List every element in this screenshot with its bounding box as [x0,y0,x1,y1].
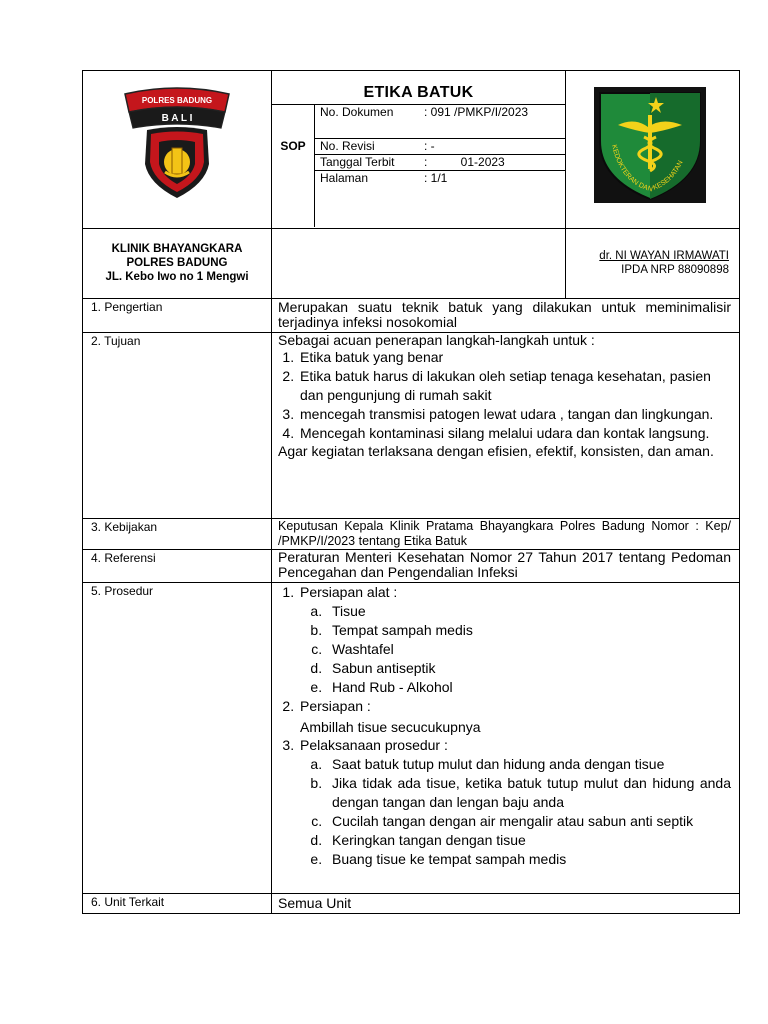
list-item: 2. Etika batuk harus di lakukan oleh setiap tenaga kesehatan, pasien dan pengunjung di rumah sakit [298,367,731,405]
sop-table [82,70,747,914]
kedokteran-logo-text: KEDOKTERAN DAN KESEHATAN [610,144,685,194]
step-title: Pelaksanaan prosedur : [300,737,448,753]
section-referensi [83,550,740,583]
polres-logo-band-text: B A L I [161,113,193,124]
sop-label: SOP [272,105,315,227]
list-item: b. Tempat sampah medis [326,621,731,640]
step-text: Ambillah tisue secucukupnya [300,719,481,735]
clinic-name: KLINIK BHAYANGKARA [111,243,243,255]
prosedur-step-3 [298,736,747,869]
alat-list [300,602,731,697]
section-label: 2. Tujuan [83,333,272,519]
list-item: 4. Mencegah kontaminasi silang melalui udara dan kontak langsung. [298,424,731,443]
kebijakan-text: Keputusan Kepala Klinik Pratama Bhayangkara Polres Badung Nomor : Kep/ /PMKP/I/2023 tentang Etika Batuk [278,519,745,548]
meta-row-dokumen [315,105,565,139]
clinic-row [83,229,740,299]
section-label: 1. Pengertian [83,299,272,333]
list-item: e. Buang tisue ke tempat sampah medis [326,850,731,869]
polres-logo-cell [83,71,272,229]
polres-logo-top-text: POLRES BADUNG [141,96,213,105]
section-content [272,299,740,333]
signatory-id: IPDA NRP 88090898 [621,264,729,276]
section-kebijakan [83,519,740,550]
pelaksanaan-list [300,755,747,869]
header-row [83,71,740,229]
meta-key: Tanggal Terbit [320,155,395,169]
meta-row-revisi [315,139,565,155]
tujuan-list [278,348,731,443]
list-item: 1. Etika batuk yang benar [298,348,731,367]
list-item: a. Tisue [326,602,731,621]
section-label: 3. Kebijakan [83,519,272,550]
list-item: e. Hand Rub - Alkohol [326,678,731,697]
list-item: b. Jika tidak ada tisue, ketika batuk tutup mulut dan hidung anda dengan tangan dan lengan baju anda [326,774,731,812]
document-title: ETIKA BATUK [272,71,565,105]
list-item: 3. mencegah transmisi patogen lewat udara , tangan dan lingkungan. [298,405,731,424]
meta-key: No. Dokumen [320,105,394,119]
section-pengertian [83,299,740,333]
unit-text: Semua Unit [278,895,352,911]
signatory-cell [566,229,740,299]
kedokteran-kesehatan-logo-icon [594,87,706,203]
signatory-name: dr. NI WAYAN IRMAWATI [599,250,729,262]
blank-cell [272,229,566,299]
pengertian-text: Merupakan suatu teknik batuk yang dilakukan untuk meminimalisir terjadinya infeksi nosokomial [278,299,731,330]
section-label: 4. Referensi [83,550,272,583]
clinic-unit: POLRES BADUNG [126,257,228,269]
section-label: 6. Unit Terkait [83,894,272,914]
prosedur-steps [278,583,747,869]
list-item: c. Washtafel [326,640,731,659]
clinic-address: JL. Kebo Iwo no 1 Mengwi [105,271,249,283]
referensi-text: Peraturan Menteri Kesehatan Nomor 27 Tahun 2017 tentang Pedoman Pencegahan dan Pengendalian Infeksi [278,549,731,580]
document-meta [315,105,565,227]
step-title: Persiapan : [300,698,371,714]
list-item: d. Sabun antiseptik [326,659,731,678]
meta-key: Halaman [320,171,369,185]
meta-value: : 091 /PMKP/I/2023 [424,105,529,119]
meta-row-halaman [315,171,565,186]
meta-value: : 01-2023 [424,155,505,169]
section-content [272,583,747,894]
list-item: a. Saat batuk tutup mulut dan hidung anda dengan tisue [326,755,731,774]
section-tujuan [83,333,740,519]
section-content [272,894,740,914]
section-content [272,550,740,583]
section-label: 5. Prosedur [83,583,272,894]
section-unit [83,894,740,914]
tujuan-outro: Agar kegiatan terlaksana dengan efisien, efektif, konsisten, dan aman. [278,443,714,459]
clinic-cell [83,229,272,299]
meta-value: : - [424,139,435,153]
kedokteran-logo-cell [566,71,740,229]
section-prosedur [83,583,740,894]
header-middle-cell [272,71,566,229]
meta-row-tanggal [315,155,565,171]
list-item: c. Cucilah tangan dengan air mengalir atau sabun anti septik [326,812,731,831]
prosedur-step-2 [298,697,731,736]
polres-badung-logo-icon [117,84,237,204]
tujuan-intro: Sebagai acuan penerapan langkah-langkah untuk : [278,332,595,348]
section-content [272,333,740,519]
sop-document [82,70,747,914]
prosedur-step-1 [298,583,731,697]
list-item: d. Keringkan tangan dengan tisue [326,831,731,850]
meta-value: : 1/1 [424,171,448,185]
section-content [272,519,745,550]
step-title: Persiapan alat : [300,584,398,600]
meta-key: No. Revisi [320,139,375,153]
